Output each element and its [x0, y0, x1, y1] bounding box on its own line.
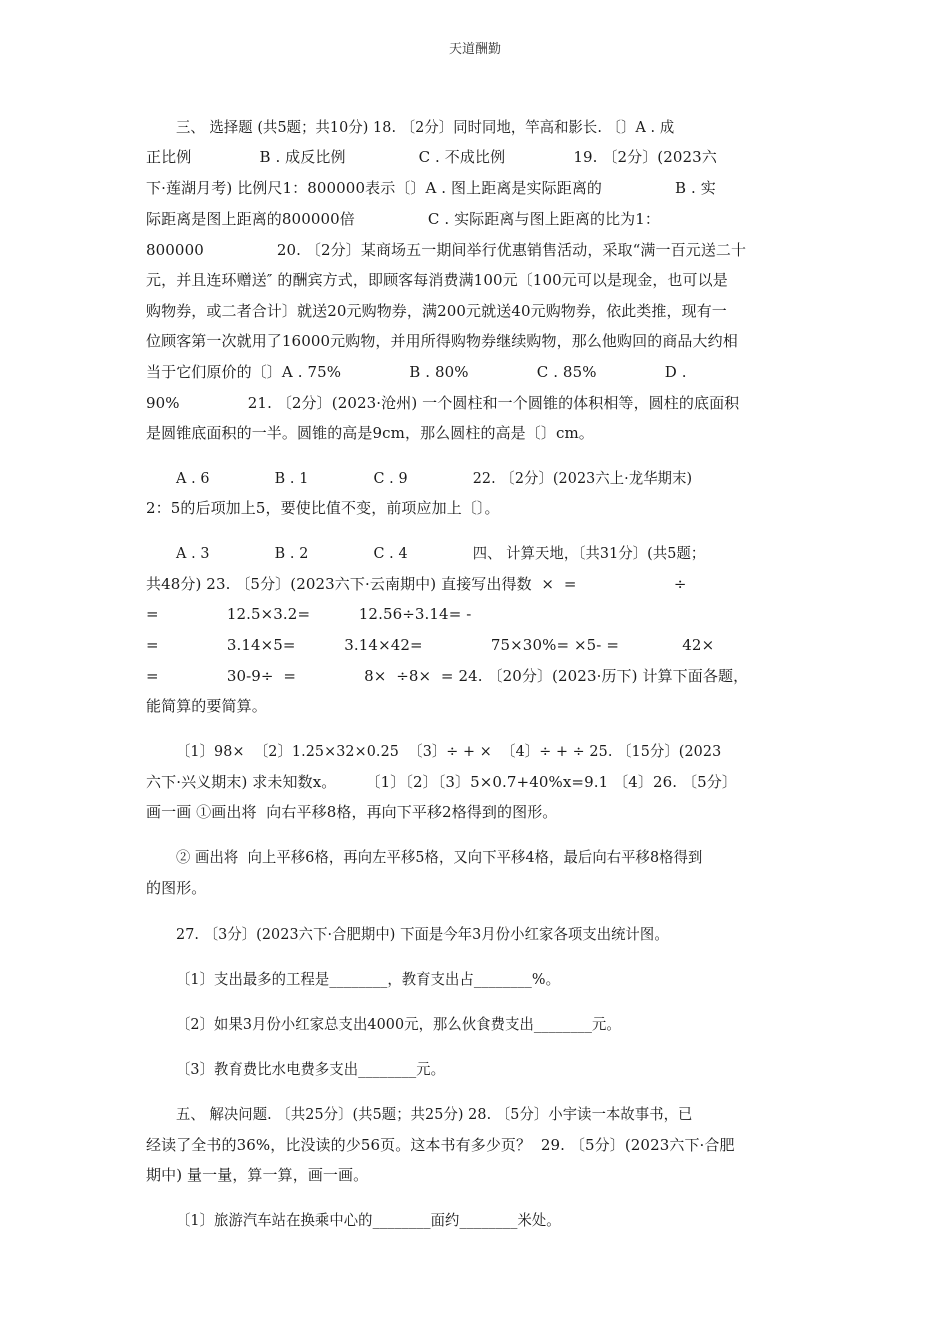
text-line: 〔1〕支出最多的工程是________，教育支出占________%。: [176, 970, 561, 988]
text-line: = 30-9÷ = 8× ÷8× = 24. 〔20分〕(2023·历下) 计算下面各题，: [146, 667, 749, 685]
text-line: ② 画出将 向上平移6格，再向左平移5格，又向下平移4格，最后向右平移8格得到: [176, 848, 703, 866]
text-line: 位顾客第一次就用了16000元购物，并用所得购物券继续购物，那么他购回的商品大约相: [146, 332, 738, 350]
text-line: 三、 选择题 (共5题；共10分) 18. 〔2分〕同时同地，竿高和影长. 〔〕A . 成: [176, 118, 675, 136]
text-line: 期中) 量一量，算一算，画一画。: [146, 1166, 369, 1184]
text-line: 购物券，或二者合计〕就送20元购物券，满200元就送40元购物券，依此类推，现有一: [146, 302, 727, 320]
text-line: 90% 21. 〔2分〕(2023·沧州) 一个圆柱和一个圆锥的体积相等，圆柱的底面积: [146, 394, 740, 412]
text-line: A . 6 B . 1 C . 9 22. 〔2分〕(2023六上·龙华期末): [176, 469, 693, 487]
text-line: 正比例 B . 成反比例 C . 不成比例 19. 〔2分〕(2023六: [146, 148, 717, 166]
text-line: 〔2〕如果3月份小红家总支出4000元，那么伙食费支出________元。: [176, 1015, 621, 1033]
text-line: 画一画 ①画出将 向右平移8格，再向下平移2格得到的图形。: [146, 803, 558, 821]
text-line: 2：5的后项加上5，要使比值不变，前项应加上〔〕。: [146, 499, 500, 517]
text-line: 的图形。: [146, 879, 207, 897]
text-line: 当于它们原价的〔〕A . 75% B . 80% C . 85% D .: [146, 363, 687, 381]
text-line: 27. 〔3分〕(2023六下·合肥期中) 下面是今年3月份小红家各项支出统计图。: [176, 925, 669, 943]
text-line: = 3.14×5= 3.14×42= 75×30%= ×5- = 42×: [146, 636, 715, 654]
text-line: 元，并且连环赠送″ 的酬宾方式，即顾客每消费满100元〔100元可以是现金，也可以是: [146, 271, 728, 289]
text-line: 际距离是图上距离的800000倍 C . 实际距离与图上距离的比为1：: [146, 210, 661, 228]
text-line: 五、 解决问题. 〔共25分〕(共5题；共25分) 28. 〔5分〕小宇读一本故事书，已: [176, 1105, 693, 1123]
text-line: 〔3〕教育费比水电费多支出________元。: [176, 1060, 446, 1078]
text-line: = 12.5×3.2= 12.56÷3.14= -: [146, 605, 472, 623]
page-header: 天道酬勤: [448, 42, 501, 57]
text-line: 能简算的要简算。: [146, 697, 267, 715]
text-line: 共48分) 23. 〔5分〕(2023六下·云南期中) 直接写出得数 × = ÷: [146, 575, 687, 593]
text-line: 经读了全书的36%，比没读的少56页。这本书有多少页？ 29. 〔5分〕(2023六下·合肥: [146, 1136, 735, 1154]
text-line: 下·莲湖月考) 比例尺1：800000表示〔〕A . 图上距离是实际距离的 B . 实: [146, 179, 716, 197]
text-line: 是圆锥底面积的一半。圆锥的高是9cm，那么圆柱的高是〔〕cm。: [146, 424, 594, 442]
text-line: 〔1〕旅游汽车站在换乘中心的________面约________米处。: [176, 1211, 561, 1229]
text-line: 〔1〕98× 〔2〕1.25×32×0.25 〔3〕÷ + × 〔4〕÷ + ÷ 25. 〔15分〕(2023: [176, 742, 722, 760]
text-line: 800000 20. 〔2分〕某商场五一期间举行优惠销售活动，采取“满一百元送二十: [146, 241, 747, 259]
text-line: A . 3 B . 2 C . 4 四、 计算天地，〔共31分〕(共5题；: [176, 544, 706, 562]
text-line: 六下·兴义期末) 求未知数x。 〔1〕〔2〕〔3〕5×0.7+40%x=9.1 〔4〕26. 〔5分〕: [146, 773, 737, 791]
